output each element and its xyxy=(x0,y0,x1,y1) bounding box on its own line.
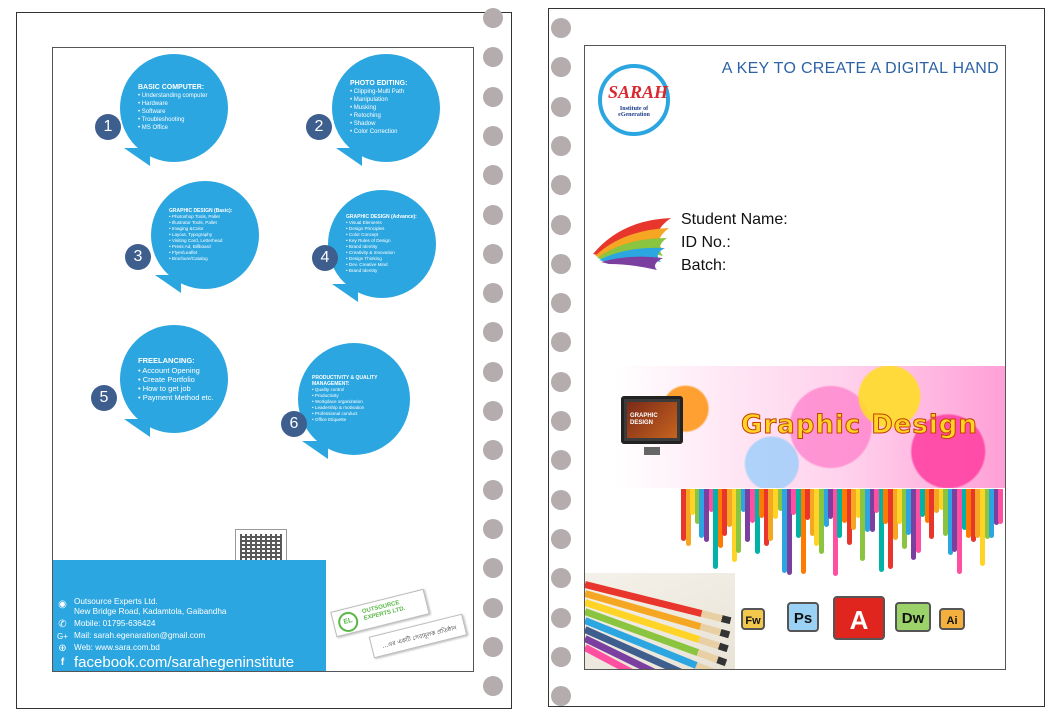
bubble-item: • Imaging &Color xyxy=(169,226,251,232)
contact-box xyxy=(53,560,326,672)
facebook-page: facebook.com/sarahegeninstitute xyxy=(74,654,295,671)
bubble-item: • Layout, Typography xyxy=(169,232,251,238)
binding-hole xyxy=(483,401,503,421)
bubble-title: PHOTO EDITING: xyxy=(350,80,408,87)
batch-label: Batch: xyxy=(681,257,727,274)
bubble-title: PRODUCTIVITY & QUALITY MANAGEMENT: xyxy=(312,375,378,387)
bubble-item: • Quality control xyxy=(312,387,402,393)
binding-hole xyxy=(551,254,571,274)
id-label: ID No.: xyxy=(681,234,731,251)
bubble-title: FREELANCING: xyxy=(138,356,195,365)
banner-title: Graphic Design xyxy=(741,410,978,440)
bubble-item: • Dev. Creative Mind xyxy=(346,262,428,268)
fireworks-icon: Fw xyxy=(741,608,765,630)
binding-hole xyxy=(483,637,503,657)
course-number-4: 4 xyxy=(312,245,338,271)
bubble-item: • Musking xyxy=(350,104,432,112)
binding-hole xyxy=(483,126,503,146)
binding-hole xyxy=(483,244,503,264)
binding-hole xyxy=(551,97,571,117)
bubble-item: • Visual Elements xyxy=(346,220,428,226)
bubble-item: • Account Opening xyxy=(138,366,220,375)
bubble-item: • Flyer/Leaflet xyxy=(169,250,251,256)
binding-hole xyxy=(551,529,571,549)
left-page xyxy=(52,47,474,672)
course-number-3: 3 xyxy=(125,244,151,270)
paint-drips-art xyxy=(681,489,1006,584)
website: Web: www.sara.com.bd xyxy=(74,643,160,652)
bubble-item: • Productivity xyxy=(312,393,402,399)
monitor-text: GRAPHIC DESIGN xyxy=(630,413,658,426)
binding-hole xyxy=(483,519,503,539)
bubble-item: • Office Etiquette xyxy=(312,417,402,423)
mail: Mail: sarah.egenaration@gmail.com xyxy=(74,631,206,640)
binding-hole xyxy=(551,608,571,628)
bubble-item: • Clipping-Multi Path xyxy=(350,88,432,96)
paint-drip xyxy=(998,489,1003,524)
company-name: Outsource Experts Ltd. xyxy=(74,597,158,606)
bubble-title: GRAPHIC DESIGN (Advance): xyxy=(346,214,417,220)
bubble-item: • MS Office xyxy=(138,124,220,132)
binding-hole xyxy=(483,8,503,28)
cover-tagline: A KEY TO CREATE A DIGITAL HAND xyxy=(721,60,999,77)
illustrator-icon: Ai xyxy=(939,608,965,630)
bubble-item: • Leadership & motivation xyxy=(312,405,402,411)
bubble-item: • Press Ad, Billboard xyxy=(169,244,251,250)
globe-icon: ⊕ xyxy=(58,643,67,654)
right-page xyxy=(584,45,1006,670)
bubble-item: • Understanding computer xyxy=(138,92,220,100)
bubble-item: • Photoshop Tools, Pallet xyxy=(169,214,251,220)
bubble-item: • Hardware xyxy=(138,100,220,108)
bubble-item: • Brochure/Catalog xyxy=(169,256,251,262)
color-pencils-art xyxy=(585,573,735,670)
adobe-icon: A xyxy=(833,596,885,640)
binding-hole xyxy=(551,490,571,510)
ticket-tagline-text: ...এর একটি সেবামূলক প্রতিষ্ঠান xyxy=(381,624,458,650)
institute-logo xyxy=(596,62,672,140)
mobile: Mobile: 01795-636424 xyxy=(74,619,156,628)
bubble-item: • How to get job xyxy=(138,384,220,393)
binding-hole xyxy=(551,411,571,431)
bubble-item: • Design Principles xyxy=(346,226,428,232)
monitor-icon xyxy=(621,396,683,444)
bubble-item: • Payment Method etc. xyxy=(138,393,220,402)
binding-hole xyxy=(483,87,503,107)
course-number-2: 2 xyxy=(306,114,332,140)
address: New Bridge Road, Kadamtola, Gaibandha xyxy=(74,607,227,616)
photoshop-icon: Ps xyxy=(787,602,819,632)
bubble-item: • Shadow xyxy=(350,120,432,128)
location-pin-icon: ◉ xyxy=(58,599,67,610)
dreamweaver-icon: Dw xyxy=(895,602,931,632)
binding-hole xyxy=(551,372,571,392)
bubble-item: • Manipulation xyxy=(350,96,432,104)
bubble-item: • Software xyxy=(138,108,220,116)
course-bubble-3 xyxy=(151,181,259,289)
bubble-item: • Troubleshooting xyxy=(138,116,220,124)
course-number-1: 1 xyxy=(95,114,121,140)
company-logo: EL xyxy=(336,610,360,634)
binding-hole xyxy=(483,598,503,618)
course-bubble-2 xyxy=(332,54,440,162)
adobe-apps-row xyxy=(741,596,991,644)
binding-hole xyxy=(551,686,571,706)
binding-hole xyxy=(551,136,571,156)
phone-icon: ✆ xyxy=(58,619,67,630)
logo-word: SARAH xyxy=(608,82,669,102)
binding-hole xyxy=(483,362,503,382)
course-number-5: 5 xyxy=(91,385,117,411)
course-bubble-1 xyxy=(120,54,228,162)
course-number-6: 6 xyxy=(281,411,307,437)
binding-hole xyxy=(551,647,571,667)
binding-hole xyxy=(483,480,503,500)
ticket-company-text: OUTSOURCE EXPERTS LTD. xyxy=(361,600,407,622)
bubble-item: • Key Rules of Design xyxy=(346,238,428,244)
bubble-item: • Workplace organization xyxy=(312,399,402,405)
binding-hole xyxy=(483,283,503,303)
bubble-item: • Professional conduct xyxy=(312,411,402,417)
bubble-item: • Brand Identity xyxy=(346,268,428,274)
course-bubble-5 xyxy=(120,325,228,433)
bubble-item: • Visiting Card, Letterhead xyxy=(169,238,251,244)
bubble-item: • Color Concept xyxy=(346,232,428,238)
bubble-item: • Retoching xyxy=(350,112,432,120)
course-bubble-4 xyxy=(328,190,436,298)
bubble-item: • Illustrator Tools, Pallet xyxy=(169,220,251,226)
binding-hole xyxy=(551,293,571,313)
facebook-icon: f xyxy=(60,657,65,668)
google-plus-icon: G+ xyxy=(57,632,68,641)
bubble-item: • Create Portfolio xyxy=(138,375,220,384)
course-bubble-6 xyxy=(298,343,410,455)
bubble-item: • Creativity & Innovation xyxy=(346,250,428,256)
binding-hole xyxy=(551,18,571,38)
rainbow-head-art xyxy=(591,214,673,272)
binding-hole xyxy=(551,215,571,235)
bubble-item: • Design Thinking xyxy=(346,256,428,262)
bubble-item: • Color Correction xyxy=(350,128,432,136)
binding-hole xyxy=(483,205,503,225)
bubble-item: • Brand Identity xyxy=(346,244,428,250)
bubble-title: BASIC COMPUTER: xyxy=(138,84,205,91)
binding-hole xyxy=(483,676,503,696)
graphic-design-banner xyxy=(615,366,1006,488)
logo-subtitle: Institute of eGeneration xyxy=(618,106,650,118)
student-name-label: Student Name: xyxy=(681,211,788,228)
bubble-title: GRAPHIC DESIGN (Basic): xyxy=(169,208,233,214)
